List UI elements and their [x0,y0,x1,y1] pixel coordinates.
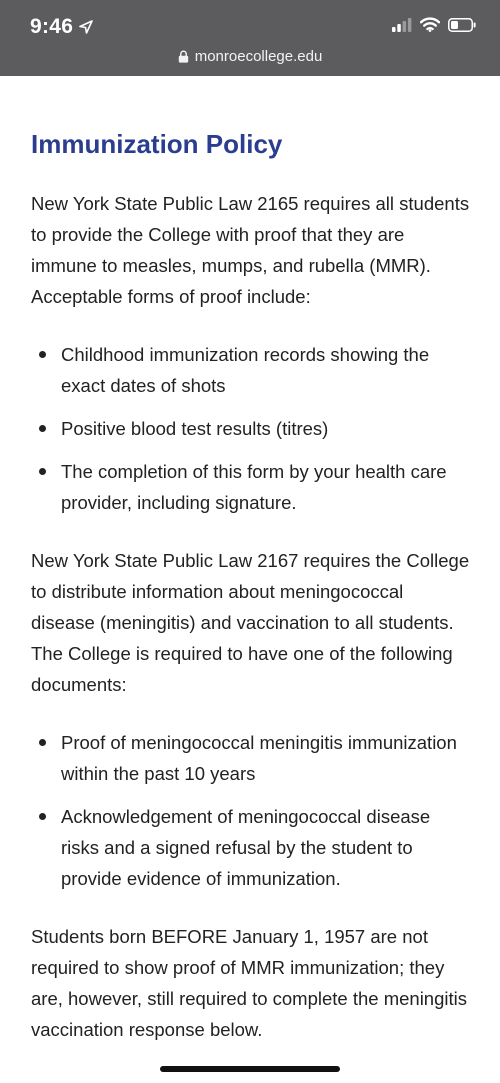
browser-top-bar [0,0,500,76]
list-item-text: Acknowledgement of meningococcal disease risks and a signed refusal by the student to provide evidence of immunization. [61,806,431,889]
meningitis-document-list [31,727,471,894]
list-item [31,727,471,789]
wifi-icon [420,17,440,32]
status-bar-indicators [392,17,476,32]
lock-icon [178,50,189,63]
list-item [31,456,471,518]
time-text: 9:46 [30,15,74,38]
status-bar-time [30,15,93,39]
list-item-text: Childhood immunization records showing the exact dates of shots [61,344,430,396]
bullet-icon [39,351,46,358]
list-item-text: The completion of this form by your health care provider, including signature. [61,461,447,513]
bullet-icon [39,813,46,820]
meningitis-requirement-paragraph: New York State Public Law 2167 requires the College to distribute information about meningococcal disease (meningitis) and vaccination to all students. The College is required to have one of the following documents: [31,550,470,695]
cellular-signal-icon [392,18,412,32]
mmr-requirement-paragraph: New York State Public Law 2165 requires all students to provide the College with proof that they are immune to measles, mumps, and rubella (MMR). Acceptable forms of proof include: [31,193,470,307]
list-item-text: Proof of meningococcal meningitis immunization within the past 10 years [61,732,457,784]
list-item [31,339,471,401]
page-title: Immunization Policy [31,129,283,159]
battery-icon [448,18,476,32]
bullet-icon [39,739,46,746]
page-content [31,120,471,1072]
mmr-proof-list [31,339,471,518]
list-item [31,413,471,444]
home-indicator[interactable] [160,1066,340,1072]
list-item [31,801,471,894]
location-arrow-icon [79,20,93,34]
list-item-text: Positive blood test results (titres) [61,418,329,439]
bullet-icon [39,468,46,475]
url-bar[interactable] [0,48,500,65]
bullet-icon [39,425,46,432]
mmr-exemption-paragraph: Students born BEFORE January 1, 1957 are not required to show proof of MMR immunization; they are, however, still required to complete the meningitis vaccination response below. [31,926,467,1040]
url-text: monroecollege.edu [194,48,323,65]
